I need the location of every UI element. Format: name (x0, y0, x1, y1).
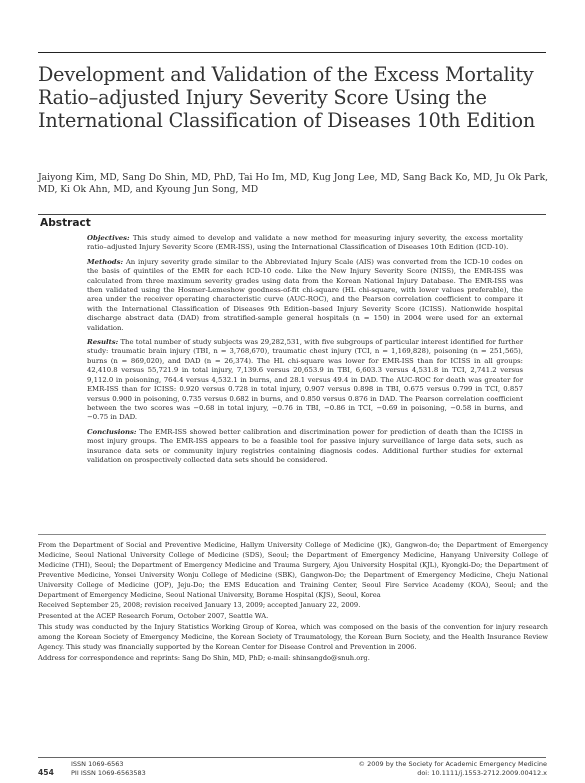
abstract-results (87, 338, 523, 423)
section-label: Methods: (87, 257, 124, 266)
funding-note: This study was conducted by the Injury Statistics Working Group of Korea, which was composed on the basis of the convention for injury research among the Korean Society of Emergency Medicine, the Korean Society of Traumatology, the Korean Burn Society, and the Health Insurance Review Agency. This study was financially supported by the Korean Center for Disease Control and Prevention in 2006. (38, 623, 548, 652)
author-list: Jaiyong Kim, MD, Sang Do Shin, MD, PhD, Tai Ho Im, MD, Kug Jong Lee, MD, Sang Back Ko, MD, Ju Ok Park, MD, Ki Ok Ahn, MD, and Kyoung Jun Song, MD (38, 172, 549, 195)
abstract-objectives (87, 234, 523, 253)
copyright-block (359, 760, 547, 778)
section-label: Objectives: (87, 234, 130, 242)
affiliations: From the Department of Social and Preventive Medicine, Hallym University College of Medicine (JK), Gangwon-do; the Department of Emergency Medicine, Seoul National University College of Medicine (SDS), Seoul; the Department of Emergency Medicine, Hanyang University College of Medicine (THI), Seoul; the Department of Emergency Medicine and Trauma Surgery, Ajou University Hospital (KJL), Kyongki-Do; the Department of Preventive Medicine, Yonsei University Wonju College of Medicine (SBK), Gangwon-Do; the Department of Emergency Medicine, Cheju National University College of Medicine (JOP), Jeju-Do; the EMS Education and Training Center, Seoul Fire Service Academy (KOA), Seoul; and the Department of Emergency Medicine, Seoul National University, Borame Hospital (KJS), Seoul, Korea (38, 541, 548, 599)
section-label: Results: (87, 338, 119, 347)
received-dates: Received September 25, 2008; revision received January 13, 2009; accepted January 22, 2009. (38, 601, 361, 610)
section-text: This study aimed to develop and validate a new method for measuring injury severity, the excess mortality ratio–adjusted Injury Severity Score (EMR-ISS), using the International Classification of Diseases 10th Edition (ICD-10). (87, 234, 523, 252)
abstract-heading: Abstract (40, 217, 91, 229)
page-number: 454 (38, 768, 54, 777)
pii: PII ISSN 1069-6563583 (71, 768, 146, 777)
section-label: Conclusions: (87, 427, 137, 436)
issn: ISSN 1069-6563 (71, 760, 124, 768)
copyright: © 2009 by the Society for Academic Emergency Medicine (358, 760, 547, 768)
footer-rule (38, 757, 546, 758)
doi: doi: 10.1111/j.1553-2712.2009.00412.x (417, 768, 547, 777)
abstract-conclusions (87, 428, 523, 466)
article-notes (38, 541, 548, 665)
article-title: Development and Validation of the Excess Mortality Ratio–adjusted Injury Severity Score Using the International Classification of Diseases 10th Edition (38, 63, 535, 133)
section-text: An injury severity grade similar to the Abbreviated Injury Scale (AIS) was converted from the ICD-10 codes on the basis of quintiles of the EMR for each ICD-10 code. Like the New Injury Severity Score (NISS), the EMR-ISS was calculated from three maximum severity grades using data from the Korean National Injury Database. The EMR-ISS was then validated using the Hosmer-Lemeshow goodness-of-fit chi-square (HL chi-square, with lower values preferable), the area under the receiver operating characteristic curve (AUC-ROC), and the Pearson correlation coefficient to compare it with the International Classification of Diseases 9th Edition–based Injury Severity Score (ICISS). Nationwide hospital discharge abstract data (DAD) from stratified-sample general hospitals (n = 150) in 2004 were used for an external validation. (87, 257, 523, 332)
presented-note: Presented at the ACEP Research Forum, October 2007, Seattle WA. (38, 612, 269, 621)
top-rule (38, 52, 546, 53)
abstract-body (87, 234, 523, 470)
section-text: The total number of study subjects was 29,282,531, with five subgroups of particular interest identified for further study: traumatic brain injury (TBI, n = 3,768,670), traumatic chest injury (TCI, n = 1,169,828), poisoning (n = 251,565), burns (n = 869,020), and DAD (n = 26,374). The HL chi-square was lower for EMR-ISS than for ICISS in all groups: 42,410.8 versus 55,721.9 in total injury, 7,139.6 versus 20,653.9 in TBI, 6,603.3 versus 4,531.8 in TCI, 2,741.2 versus 9,112.0 in poisoning, 764.4 versus 4,532.1 in burns, and 28.1 versus 49.4 in DAD. The AUC-ROC for death was greater for EMR-ISS than for ICISS: 0.920 versus 0.728 in total injury, 0.907 versus 0.898 in TBI, 0.675 versus 0.799 in TCI, 0.857 versus 0.900 in poisoning, 0.735 versus 0.682 in burns, and 0.850 versus 0.876 in DAD. The Pearson correlation coefficient between the two scores was −0.68 in total injury, −0.76 in TBI, −0.86 in TCI, −0.69 in poisoning, −0.58 in burns, and −0.75 in DAD. (87, 338, 523, 422)
section-text: The EMR-ISS showed better calibration and discrimination power for prediction of death than the ICISS in most injury groups. The EMR-ISS appears to be a feasible tool for passive injury surveillance of large data sets, such as insurance data sets or community injury registries containing diagnosis codes. Additional further studies for external validation on prospectively collected data sets should be considered. (87, 427, 523, 464)
correspondence-note: Address for correspondence and reprints: Sang Do Shin, MD, PhD; e-mail: shinsangdo@snuh.org. (38, 653, 370, 662)
abstract-rule (38, 214, 546, 215)
issn-block (71, 760, 146, 778)
abstract-methods (87, 258, 523, 333)
abstract-end-rule (38, 534, 546, 535)
